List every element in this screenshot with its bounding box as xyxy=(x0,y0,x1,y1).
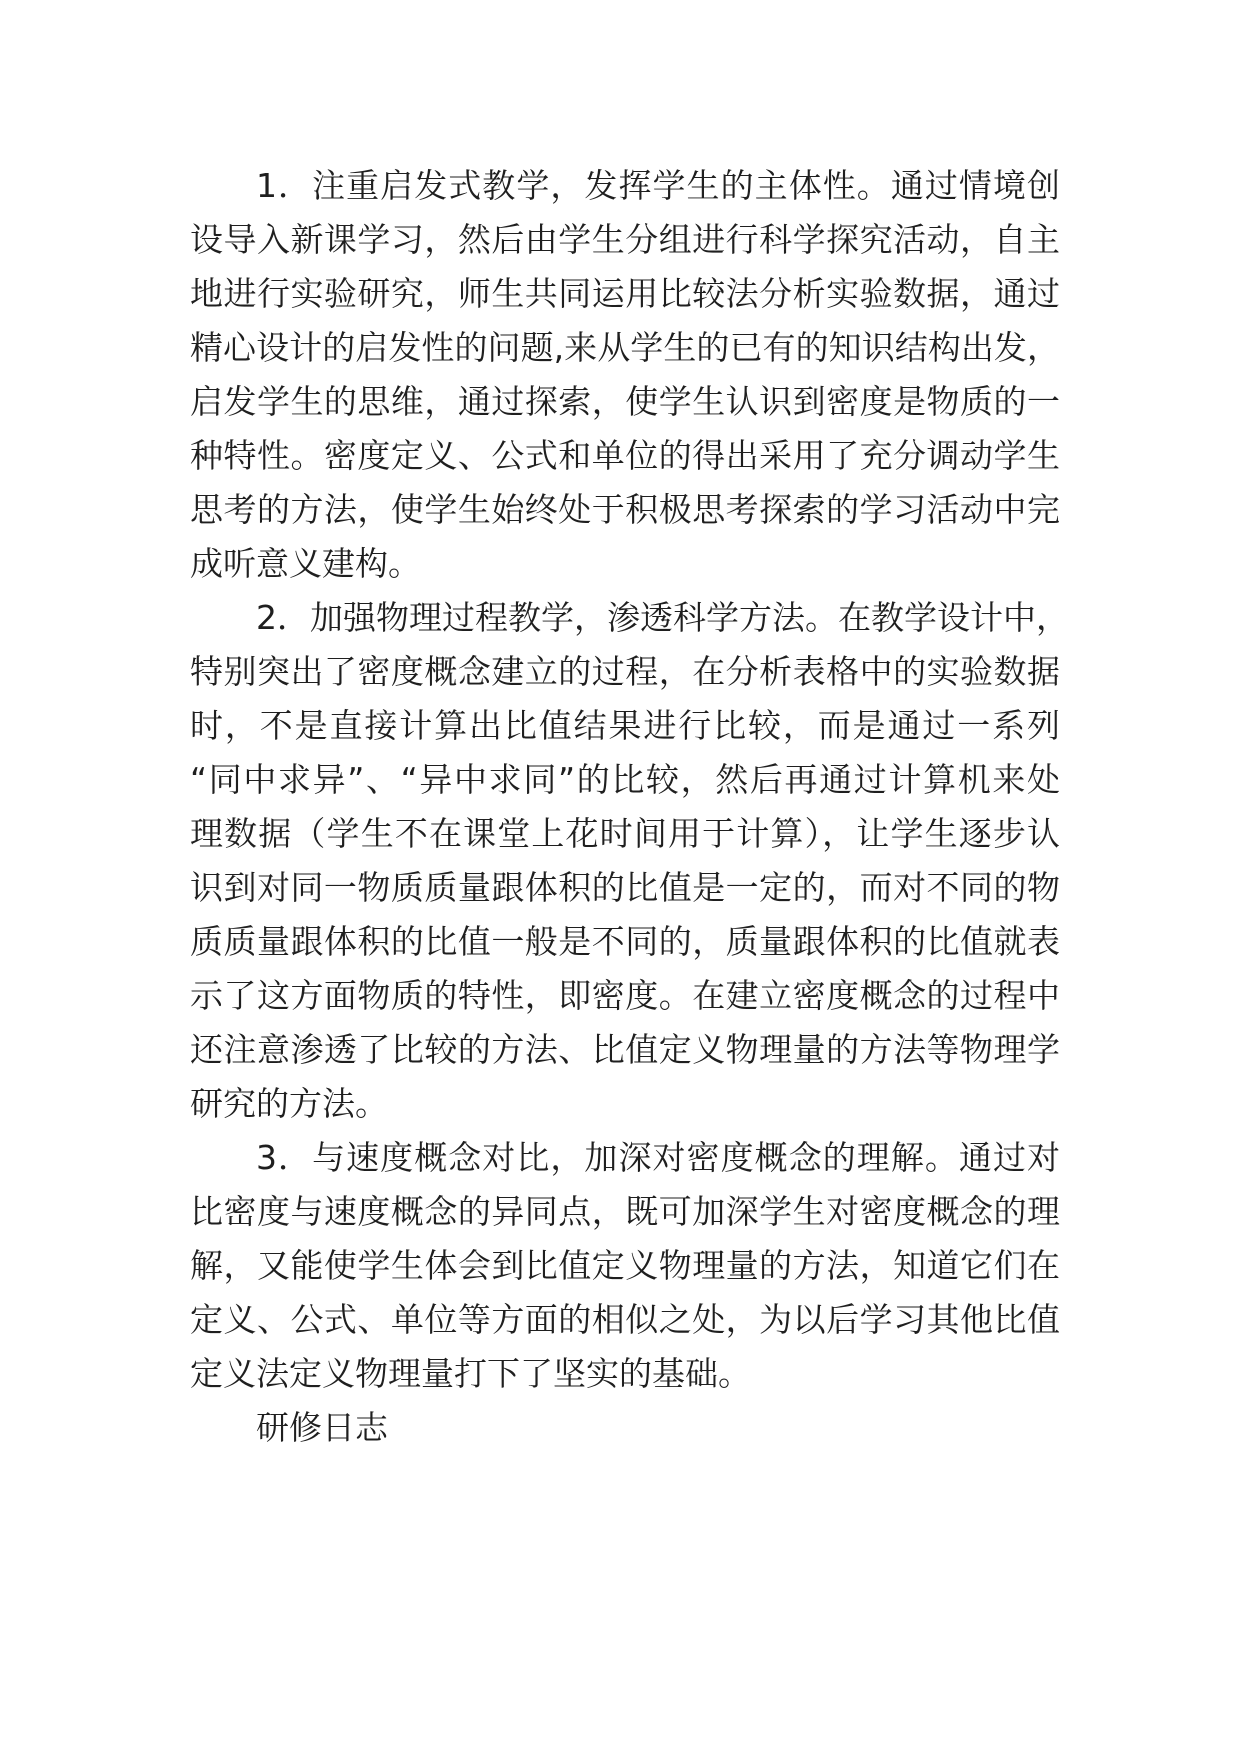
text-line: 精心设计的启发性的问题,来从学生的已有的知识结构出发， xyxy=(190,328,1060,367)
text-line: 时，不是直接计算出比值结果进行比较，而是通过一系列 xyxy=(190,706,1060,745)
text-line: 解，又能使学生体会到比值定义物理量的方法，知道它们在 xyxy=(190,1246,1060,1285)
text-line: 定义法定义物理量打下了坚实的基础。 xyxy=(190,1354,751,1393)
text-line: 还注意渗透了比较的方法、比值定义物理量的方法等物理学 xyxy=(190,1030,1060,1069)
text-line: 地进行实验研究，师生共同运用比较法分析实验数据，通过 xyxy=(190,274,1060,313)
text-line: 示了这方面物质的特性，即密度。在建立密度概念的过程中 xyxy=(190,976,1060,1015)
text-line: 设导入新课学习，然后由学生分组进行科学探究活动，自主 xyxy=(190,220,1060,259)
text-line: 3．与速度概念对比，加深对密度概念的理解。通过对 xyxy=(256,1138,1060,1177)
text-line: 种特性。密度定义、公式和单位的得出采用了充分调动学生 xyxy=(190,436,1060,475)
text-line: 研究的方法。 xyxy=(190,1084,388,1123)
text-line: 定义、公式、单位等方面的相似之处，为以后学习其他比值 xyxy=(190,1300,1060,1339)
text-line: 2．加强物理过程教学，渗透科学方法。在教学设计中， xyxy=(256,598,1069,637)
text-line: 比密度与速度概念的异同点，既可加深学生对密度概念的理 xyxy=(190,1192,1060,1231)
text-line: 理数据（学生不在课堂上花时间用于计算），让学生逐步认 xyxy=(190,814,1060,853)
text-line: “同中求异”、“异中求同”的比较，然后再通过计算机来处 xyxy=(190,760,1060,799)
text-line: 思考的方法，使学生始终处于积极思考探索的学习活动中完 xyxy=(190,490,1060,529)
text-line: 启发学生的思维，通过探索，使学生认识到密度是物质的一 xyxy=(190,382,1060,421)
text-line: 特别突出了密度概念建立的过程，在分析表格中的实验数据 xyxy=(190,652,1060,691)
section-heading: 研修日志 xyxy=(256,1408,388,1447)
text-line: 识到对同一物质质量跟体积的比值是一定的，而对不同的物 xyxy=(190,868,1060,907)
text-line: 1．注重启发式教学，发挥学生的主体性。通过情境创 xyxy=(256,166,1060,205)
text-line: 质质量跟体积的比值一般是不同的，质量跟体积的比值就表 xyxy=(190,922,1060,961)
text-line: 成听意义建构。 xyxy=(190,544,421,583)
